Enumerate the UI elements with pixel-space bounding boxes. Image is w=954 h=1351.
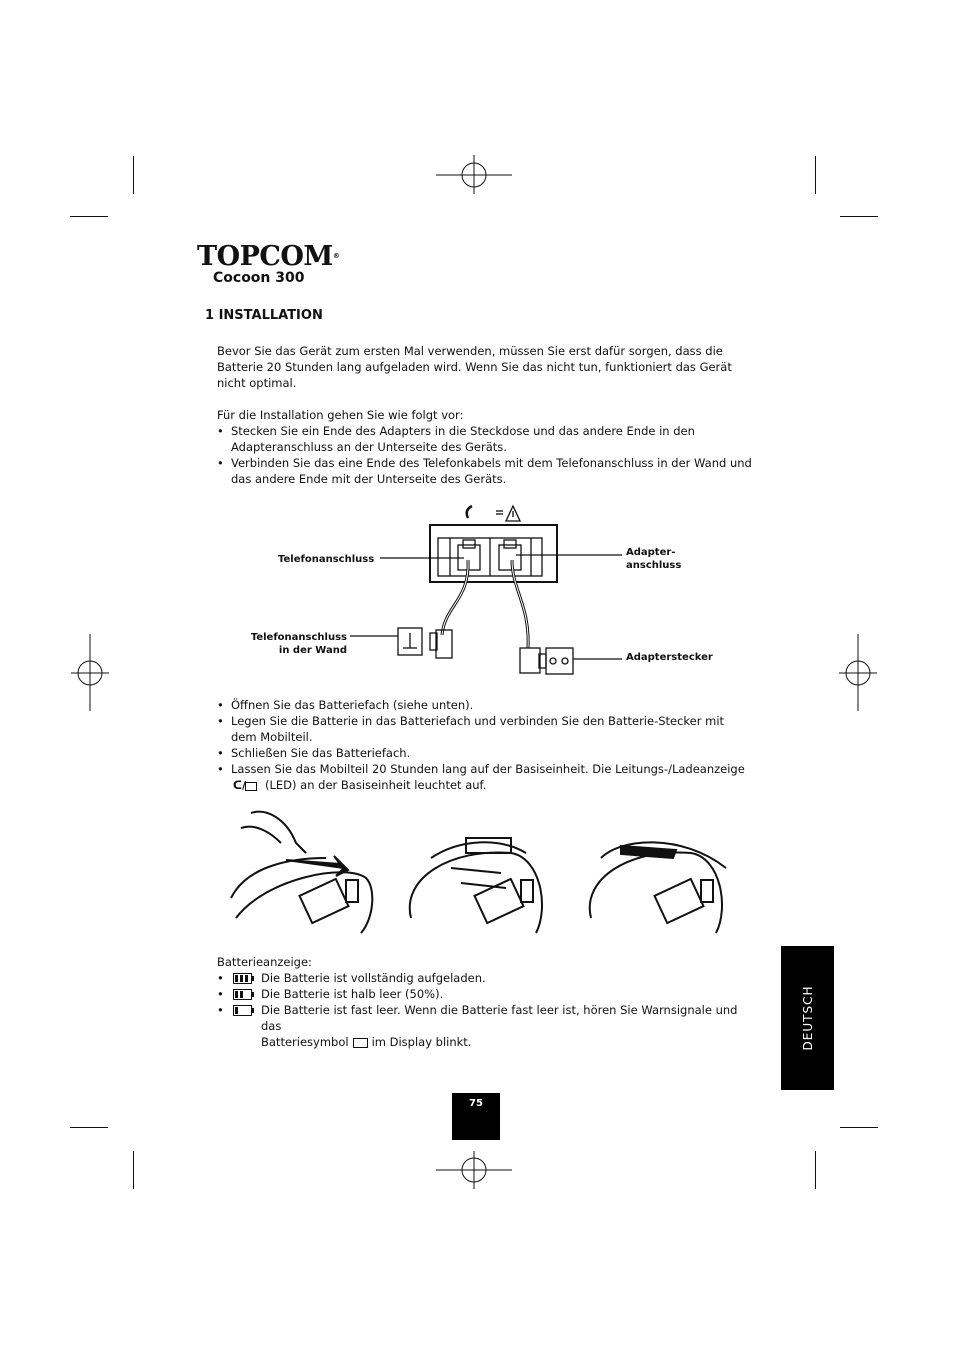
page-number-box — [452, 1093, 500, 1140]
list-item: • Legen Sie die Batterie in das Batteriefach und verbinden Sie den Batterie-Stecker mit dem Mobilteil. — [217, 713, 752, 745]
label-phone-port: Telefonanschluss — [278, 554, 375, 565]
label-adapter-port: Adapter- anschluss — [626, 547, 682, 571]
battery-half-icon — [233, 989, 252, 1000]
steps-list-a — [217, 423, 752, 487]
steps-intro: Für die Installation gehen Sie wie folgt vor: — [217, 408, 464, 422]
warning-icon — [496, 506, 520, 521]
battery-low-item: • Die Batterie ist fast leer. Wenn die Batterie fast leer ist, hören Sie Warnsignale und das Batteriesymbol im Display blinkt. — [217, 1002, 752, 1050]
handset-insert-step — [410, 838, 542, 933]
phone-icon — [467, 506, 472, 518]
battery-title: Batterieanzeige: — [217, 955, 312, 969]
handset-open-step — [231, 812, 372, 933]
battery-full-item: • Die Batterie ist vollständig aufgeladen. — [217, 970, 752, 986]
model-name: Cocoon 300 — [213, 270, 305, 286]
brand-logo: TOPCOM® — [197, 241, 340, 272]
battery-full-icon — [233, 973, 252, 984]
handset-close-step — [590, 842, 726, 933]
list-item: • Verbinden Sie das eine Ende des Telefonkabels mit dem Telefonanschluss in der Wand und das andere Ende mit der Unterseite des Geräts. — [217, 455, 752, 487]
list-item: • Lassen Sie das Mobilteil 20 Stunden lang auf der Basiseinheit. Die Leitungs-/Ladeanzeige ᑕ/ (LED) an der Basiseinheit leuchtet auf. — [217, 761, 752, 793]
page-number: 75 — [469, 1098, 483, 1109]
battery-empty-icon — [353, 1038, 368, 1048]
line-charge-led-icon: ᑕ/ — [231, 781, 257, 791]
list-item: • Öffnen Sie das Batteriefach (siehe unten). — [217, 697, 752, 713]
battery-low-icon — [233, 1005, 252, 1016]
label-wall-socket: Telefonanschluss in der Wand — [250, 632, 347, 656]
battery-compartment-illustration — [226, 808, 736, 938]
label-adapter-plug: Adapterstecker — [626, 652, 713, 663]
section-heading: 1 INSTALLATION — [205, 308, 323, 323]
language-tab: DEUTSCH — [781, 946, 834, 1090]
intro-paragraph: Bevor Sie das Gerät zum ersten Mal verwenden, müssen Sie erst dafür sorgen, dass die Batterie 20 Stunden lang aufgeladen wird. Wenn Sie das nicht tun, funktioniert das Gerät nicht optimal. — [217, 344, 732, 390]
steps-list-b — [217, 697, 752, 793]
list-item: • Stecken Sie ein Ende des Adapters in die Steckdose und das andere Ende in den Adapteranschluss an der Unterseite des Geräts. — [217, 423, 752, 455]
battery-half-item: • Die Batterie ist halb leer (50%). — [217, 986, 752, 1002]
battery-level-list — [217, 970, 752, 1050]
list-item: • Schließen Sie das Batteriefach. — [217, 745, 752, 761]
